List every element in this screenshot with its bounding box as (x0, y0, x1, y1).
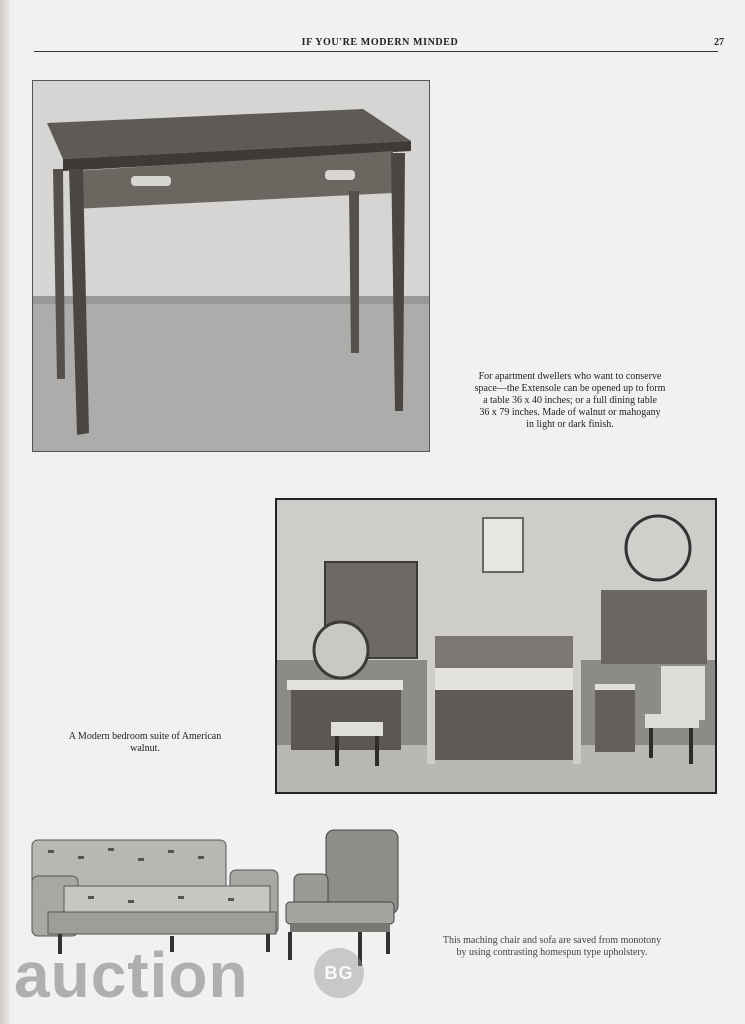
caption-line: For apartment dwellers who want to conserve (478, 371, 662, 382)
caption-line: 36 x 79 inches. Made of walnut or mahogany (479, 407, 661, 418)
caption-line: walnut. (130, 743, 160, 754)
caption-line: in light or dark finish. (526, 419, 614, 430)
header-rule (34, 51, 718, 52)
bedroom-photo (275, 498, 717, 794)
running-header: IF YOU'RE MODERN MINDED (301, 37, 459, 48)
caption-line: This maching chair and sofa are saved from monotony (442, 935, 662, 946)
page-number: 27 (714, 37, 724, 48)
table-photo (32, 80, 430, 452)
watermark-text: auction (14, 939, 249, 1011)
caption-line: a table 36 x 40 inches; or a full dining table (483, 395, 657, 406)
caption-line: space—the Extensole can be opened up to form (474, 383, 666, 394)
watermark-badge: BG (314, 948, 364, 998)
page-binding-shadow (0, 0, 10, 1024)
caption-line: A Modern bedroom suite of American (68, 731, 222, 742)
table-caption (450, 371, 690, 431)
bedroom-caption (40, 731, 250, 755)
auction-watermark (14, 938, 374, 1018)
caption-line: by using contrasting homespun type upholstery. (456, 947, 648, 958)
sofa-caption (414, 935, 690, 959)
